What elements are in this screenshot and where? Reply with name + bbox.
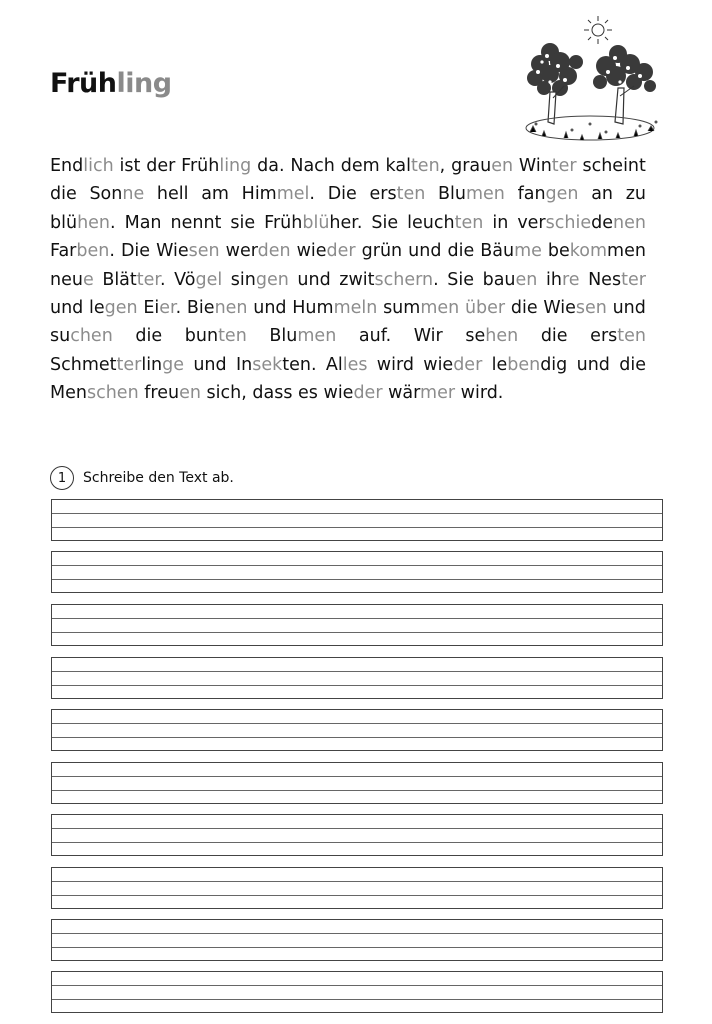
syllable-grey: men bbox=[465, 184, 505, 205]
syllable: leuch bbox=[407, 212, 455, 233]
syllable: die bbox=[447, 241, 475, 262]
text-word bbox=[359, 326, 391, 346]
syllable: scheint bbox=[582, 156, 646, 176]
syllable-grey: men bbox=[297, 326, 337, 347]
syllable-grey: ter bbox=[136, 269, 160, 290]
syllable-grey: e bbox=[82, 269, 94, 290]
syllable: da. bbox=[257, 156, 285, 176]
syllable-grey: ter bbox=[621, 269, 646, 290]
syllable: es bbox=[298, 383, 318, 404]
syllable-grey: en bbox=[179, 383, 201, 404]
syllable: kal bbox=[385, 156, 411, 176]
syllable: Die bbox=[120, 241, 151, 262]
text-word bbox=[517, 213, 646, 233]
syllable-grey: der bbox=[453, 354, 483, 375]
syllable-grey: lich bbox=[83, 156, 114, 176]
syllable: Früh bbox=[181, 156, 220, 176]
syllable-grey: sen bbox=[188, 241, 220, 262]
text-word bbox=[324, 383, 383, 403]
syllable: zu bbox=[625, 184, 646, 205]
text-word bbox=[157, 184, 189, 204]
text-word bbox=[171, 213, 222, 233]
page-title bbox=[50, 68, 172, 99]
syllable: Al bbox=[325, 354, 343, 375]
syllable: wer bbox=[225, 241, 258, 262]
syllable-grey: les bbox=[342, 354, 368, 375]
syllable: und bbox=[50, 298, 84, 319]
syllable-grey: ten bbox=[396, 184, 426, 205]
text-word bbox=[371, 213, 398, 233]
syllable: Blät bbox=[102, 269, 137, 290]
syllable: nennt bbox=[170, 212, 222, 233]
writing-line-block[interactable] bbox=[51, 657, 663, 699]
syllable: Bäu bbox=[480, 241, 515, 262]
syllable-grey: chen bbox=[70, 326, 113, 347]
title-part: Früh bbox=[50, 68, 117, 99]
syllable: sich, bbox=[206, 383, 247, 404]
text-word bbox=[613, 298, 646, 318]
syllable-grey: en bbox=[515, 269, 538, 290]
syllable: und bbox=[612, 298, 646, 319]
writing-line-block[interactable] bbox=[51, 971, 663, 1013]
text-word bbox=[591, 184, 613, 204]
syllable: le bbox=[89, 298, 105, 319]
syllable: Bie bbox=[186, 298, 215, 319]
text-word bbox=[328, 184, 357, 204]
syllable-grey: mel bbox=[276, 184, 310, 205]
syllable: In bbox=[235, 354, 253, 375]
syllable: Win bbox=[518, 156, 552, 176]
text-word bbox=[590, 326, 646, 346]
syllable-grey: ter bbox=[116, 354, 142, 375]
text-word bbox=[236, 355, 317, 375]
text-word bbox=[408, 241, 441, 261]
syllable: ver bbox=[517, 212, 546, 233]
reading-text bbox=[50, 152, 646, 408]
syllable: Son bbox=[89, 184, 123, 205]
syllable: und bbox=[576, 354, 610, 375]
syllable-grey: gen bbox=[545, 184, 579, 205]
text-word bbox=[461, 383, 504, 403]
syllable: Nach bbox=[290, 156, 335, 176]
text-word bbox=[144, 383, 201, 403]
writing-line-block[interactable] bbox=[51, 867, 663, 909]
syllable: Hum bbox=[292, 298, 334, 319]
syllable-grey: ne bbox=[122, 184, 145, 205]
syllable: Ei bbox=[143, 298, 160, 319]
syllable-grey: der bbox=[326, 241, 356, 262]
syllable: und bbox=[297, 269, 331, 290]
syllable: auf. bbox=[358, 326, 392, 347]
text-word bbox=[386, 156, 446, 176]
syllable-grey: gen bbox=[255, 269, 289, 290]
syllable: die bbox=[510, 298, 538, 319]
syllable-grey: kom bbox=[569, 241, 608, 262]
text-word bbox=[414, 326, 443, 346]
syllable: su bbox=[50, 326, 71, 347]
syllable: zwit bbox=[339, 269, 375, 290]
syllable: in bbox=[492, 212, 509, 233]
text-word bbox=[451, 156, 513, 176]
syllable-grey: sek bbox=[252, 354, 283, 375]
text-word bbox=[298, 383, 318, 403]
syllable: Blu bbox=[438, 184, 466, 205]
text-word bbox=[193, 355, 226, 375]
text-word bbox=[269, 326, 336, 346]
text-word bbox=[50, 156, 114, 176]
writing-line-block[interactable] bbox=[51, 762, 663, 804]
text-word bbox=[50, 241, 115, 261]
text-word bbox=[326, 355, 368, 375]
syllable: hell bbox=[156, 184, 189, 205]
syllable: Früh bbox=[264, 212, 303, 233]
text-word bbox=[407, 213, 483, 233]
syllable: se bbox=[465, 326, 486, 347]
text-word bbox=[543, 298, 607, 318]
syllable: Die bbox=[327, 184, 357, 205]
syllable-grey: ten bbox=[410, 156, 440, 176]
text-word bbox=[50, 326, 113, 346]
syllable: der bbox=[146, 156, 176, 176]
syllable: die bbox=[540, 326, 568, 347]
text-word bbox=[541, 326, 568, 346]
syllable: Men bbox=[50, 383, 87, 404]
task-label: Schreibe den Text ab. bbox=[83, 470, 234, 486]
trees-in-spring-icon bbox=[520, 12, 668, 146]
text-word bbox=[50, 383, 139, 403]
syllable: ers bbox=[369, 184, 397, 205]
text-word bbox=[125, 213, 162, 233]
syllable-grey: hen bbox=[485, 326, 519, 347]
writing-line-block[interactable] bbox=[51, 604, 663, 646]
syllable: die bbox=[50, 184, 77, 205]
syllable: wie bbox=[323, 383, 354, 404]
syllable: und bbox=[408, 241, 442, 262]
text-word bbox=[546, 270, 580, 290]
text-word bbox=[582, 156, 645, 176]
syllable: . bbox=[109, 241, 115, 262]
syllable-grey: der bbox=[353, 383, 383, 404]
text-word bbox=[102, 270, 165, 290]
syllable: . bbox=[175, 298, 182, 319]
syllable: Man bbox=[124, 212, 162, 233]
syllable: sum bbox=[383, 298, 421, 319]
writing-line-block[interactable] bbox=[51, 709, 663, 751]
syllable-grey: men bbox=[420, 298, 460, 319]
task-number-badge: 1 bbox=[50, 466, 74, 490]
text-word bbox=[297, 270, 330, 290]
text-word bbox=[135, 326, 162, 346]
syllable: die bbox=[619, 354, 646, 375]
syllable-grey: ling bbox=[219, 156, 252, 176]
syllable: wird bbox=[376, 354, 414, 375]
text-word bbox=[264, 213, 362, 233]
syllable: Sie bbox=[371, 212, 399, 233]
text-word bbox=[339, 270, 438, 290]
syllable-grey: nen bbox=[612, 212, 646, 233]
syllable: wird. bbox=[460, 383, 504, 404]
text-word bbox=[447, 270, 474, 290]
syllable-grey: ten bbox=[617, 326, 646, 347]
syllable: Him bbox=[241, 184, 277, 205]
syllable: sie bbox=[230, 212, 256, 233]
writing-line-block[interactable] bbox=[51, 814, 663, 856]
text-word bbox=[341, 156, 380, 176]
text-word bbox=[492, 213, 508, 233]
text-word bbox=[383, 298, 459, 318]
syllable: dig bbox=[540, 354, 568, 375]
syllable-grey: ge bbox=[162, 354, 185, 375]
syllable: le bbox=[491, 354, 508, 375]
text-word bbox=[548, 241, 646, 261]
task-instruction bbox=[50, 464, 234, 492]
text-word bbox=[121, 241, 150, 261]
syllable: Wie bbox=[543, 298, 576, 319]
syllable: sin bbox=[230, 269, 256, 290]
syllable: und bbox=[253, 298, 287, 319]
text-word bbox=[511, 298, 538, 318]
syllable-grey: über bbox=[464, 298, 506, 319]
text-word bbox=[438, 184, 505, 204]
syllable: Vö bbox=[174, 269, 196, 290]
syllable: bun bbox=[184, 326, 219, 347]
syllable: freu bbox=[144, 383, 180, 404]
syllable: grün bbox=[361, 241, 403, 262]
syllable: . bbox=[159, 269, 166, 290]
syllable-grey: gel bbox=[195, 269, 223, 290]
syllable-grey: den bbox=[257, 241, 291, 262]
text-word bbox=[50, 355, 184, 375]
syllable: die bbox=[135, 326, 163, 347]
syllable-grey: er bbox=[159, 298, 176, 319]
text-word bbox=[201, 184, 229, 204]
text-word bbox=[465, 326, 518, 346]
text-word bbox=[369, 184, 425, 204]
text-word bbox=[619, 355, 646, 375]
syllable: ers bbox=[590, 326, 618, 347]
text-word bbox=[185, 326, 247, 346]
writing-line-block[interactable] bbox=[51, 919, 663, 961]
text-word bbox=[447, 241, 474, 261]
syllable: wie bbox=[296, 241, 327, 262]
syllable: wär bbox=[388, 383, 421, 404]
text-word bbox=[577, 355, 610, 375]
syllable: . bbox=[309, 184, 315, 205]
text-word bbox=[146, 156, 175, 176]
syllable: Wir bbox=[413, 326, 443, 347]
text-word bbox=[519, 156, 577, 176]
syllable: , bbox=[439, 156, 446, 176]
syllable-grey: hen bbox=[77, 212, 111, 233]
text-word bbox=[50, 184, 77, 204]
syllable-grey: me bbox=[514, 241, 542, 262]
text-word bbox=[207, 383, 247, 403]
text-word bbox=[588, 270, 646, 290]
text-word bbox=[143, 298, 181, 318]
text-word bbox=[174, 270, 222, 290]
text-word bbox=[253, 298, 286, 318]
syllable: ih bbox=[545, 269, 562, 290]
syllable-grey: gen bbox=[104, 298, 138, 319]
syllable-grey: schen bbox=[86, 383, 139, 404]
syllable: am bbox=[201, 184, 229, 205]
text-word bbox=[50, 298, 83, 318]
syllable-grey: re bbox=[561, 269, 580, 290]
text-word bbox=[480, 241, 542, 261]
text-word bbox=[483, 270, 538, 290]
syllable-grey: mer bbox=[420, 383, 456, 404]
syllable: Blu bbox=[269, 326, 298, 347]
syllable: grau bbox=[451, 156, 492, 176]
syllable-grey: ben bbox=[76, 241, 110, 262]
text-word bbox=[423, 355, 482, 375]
syllable: men bbox=[607, 241, 646, 262]
syllable: Nes bbox=[588, 269, 622, 290]
title-part: ling bbox=[116, 68, 172, 99]
syllable: Wie bbox=[156, 241, 189, 262]
syllable-grey: ter bbox=[551, 156, 577, 176]
syllable-grey: en bbox=[491, 156, 514, 176]
text-word bbox=[231, 270, 289, 290]
syllable-grey: blü bbox=[302, 212, 330, 233]
syllable-grey: ten bbox=[454, 212, 484, 233]
text-word bbox=[518, 184, 579, 204]
text-word bbox=[50, 270, 94, 290]
text-word bbox=[257, 156, 284, 176]
syllable: bau bbox=[482, 269, 516, 290]
text-word bbox=[292, 298, 377, 318]
syllable: blü bbox=[50, 212, 78, 233]
syllable: Schmet bbox=[50, 354, 117, 375]
text-word bbox=[362, 241, 403, 261]
syllable: und bbox=[193, 354, 227, 375]
syllable: Far bbox=[50, 241, 77, 262]
syllable-grey: sen bbox=[575, 298, 607, 319]
text-word bbox=[156, 241, 220, 261]
syllable: neu bbox=[50, 269, 83, 290]
syllable: de bbox=[591, 212, 613, 233]
writing-line-block[interactable] bbox=[51, 551, 663, 593]
syllable: dem bbox=[340, 156, 380, 176]
text-word bbox=[465, 298, 505, 318]
text-word bbox=[226, 241, 291, 261]
syllable: End bbox=[50, 156, 84, 176]
text-word bbox=[492, 355, 568, 375]
text-word bbox=[230, 213, 255, 233]
text-word bbox=[252, 383, 292, 403]
text-word bbox=[89, 298, 138, 318]
writing-line-block[interactable] bbox=[51, 499, 663, 541]
syllable: lin bbox=[141, 354, 163, 375]
syllable: ist bbox=[119, 156, 141, 176]
syllable-grey: schie bbox=[545, 212, 592, 233]
syllable: . bbox=[110, 212, 116, 233]
syllable: an bbox=[591, 184, 614, 205]
syllable: wie bbox=[423, 354, 454, 375]
syllable: Sie bbox=[447, 269, 475, 290]
text-word bbox=[187, 298, 248, 318]
text-word bbox=[297, 241, 356, 261]
syllable: fan bbox=[517, 184, 546, 205]
text-word bbox=[290, 156, 335, 176]
syllable: her. bbox=[329, 212, 363, 233]
text-word bbox=[120, 156, 141, 176]
text-word bbox=[242, 184, 315, 204]
text-word bbox=[50, 213, 116, 233]
syllable-grey: meln bbox=[333, 298, 378, 319]
syllable-grey: ben bbox=[507, 354, 541, 375]
syllable-grey: nen bbox=[214, 298, 248, 319]
syllable: . bbox=[433, 269, 439, 290]
syllable: ten. bbox=[282, 354, 317, 375]
text-word bbox=[388, 383, 455, 403]
syllable: be bbox=[547, 241, 570, 262]
text-word bbox=[377, 355, 414, 375]
text-word bbox=[626, 184, 646, 204]
syllable-grey: schern bbox=[374, 269, 434, 290]
text-word bbox=[89, 184, 144, 204]
text-word bbox=[181, 156, 251, 176]
syllable: dass bbox=[252, 383, 293, 404]
syllable-grey: ten bbox=[218, 326, 247, 347]
